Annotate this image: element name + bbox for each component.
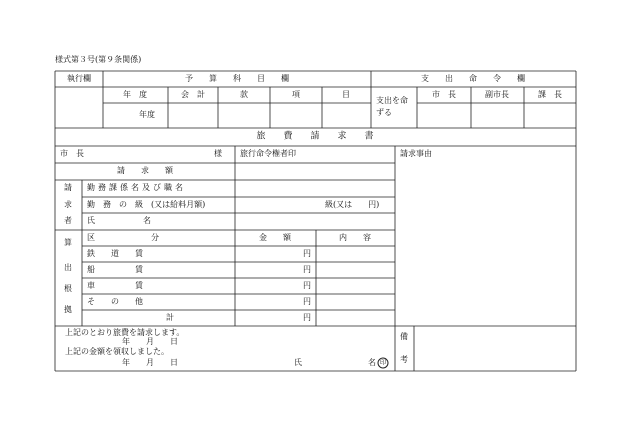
basis-group-char-3: 根 xyxy=(64,284,72,293)
remarks-char-1: 備 xyxy=(400,332,408,341)
receipt-statement: 上記の金額を領収しました。 xyxy=(65,347,169,356)
given-name-label: 名 xyxy=(368,358,376,367)
payment-section-label: 支 出 命 令 欄 xyxy=(421,74,525,83)
receipt-date: 年 月 日 xyxy=(122,358,178,367)
basis-row-label: 鉄 道 賃 xyxy=(87,249,143,258)
basis-row-unit: 円 xyxy=(303,297,311,306)
year-suffix: 年度 xyxy=(139,110,155,119)
payment-order-label: 支出を命ずる xyxy=(376,96,408,117)
claimant-group-char-2: 求 xyxy=(64,200,72,209)
moku-column-label: 目 xyxy=(342,90,350,99)
form-title: 旅 費 請 求 書 xyxy=(256,131,374,142)
claimant-name-label: 氏 名 xyxy=(87,216,151,225)
kou-column-label: 項 xyxy=(292,90,300,99)
claim-statement: 上記のとおり旅費を請求します。 xyxy=(65,328,185,337)
basis-row-label: そ の 他 xyxy=(87,297,143,306)
account-column-label: 会 計 xyxy=(181,90,205,99)
sama-honorific: 様 xyxy=(214,149,222,158)
basis-row-label: 車 賃 xyxy=(87,281,143,290)
kan-column-label: 款 xyxy=(240,90,248,99)
grade-label: 勤 務 の 級 (又は給料月額) xyxy=(87,200,206,209)
basis-row-unit: 円 xyxy=(303,281,311,290)
year-column-label: 年 度 xyxy=(123,90,147,99)
claimant-group-char-1: 請 xyxy=(64,183,72,192)
mayor-addressee: 市 長 xyxy=(60,149,84,158)
basis-group-char-2: 出 xyxy=(64,263,72,272)
form-number: 様式第３号(第９条関係) xyxy=(55,55,142,64)
basis-row-unit: 円 xyxy=(303,249,311,258)
basis-total-label: 計 xyxy=(166,313,174,322)
request-amount-label: 請 求 額 xyxy=(117,166,173,175)
issuer-seal-label: 旅行命令権者印 xyxy=(240,149,296,158)
surname-label: 氏 xyxy=(294,358,302,367)
claimant-group-char-3: 者 xyxy=(64,216,72,225)
budget-section-label: 予 算 科 目 欄 xyxy=(185,74,289,83)
basis-row-label: 船 賃 xyxy=(87,265,143,274)
seal-mark: 印 xyxy=(378,358,389,369)
mayor-seal-label: 市 長 xyxy=(432,90,456,99)
remarks-char-2: 考 xyxy=(400,355,408,364)
basis-amount-header: 金 額 xyxy=(259,233,291,242)
exec-column-label: 執行欄 xyxy=(67,74,91,83)
deputy-mayor-seal-label: 副市長 xyxy=(485,90,509,99)
basis-row-unit: 円 xyxy=(303,265,311,274)
request-reason-label: 請求事由 xyxy=(400,149,432,158)
affiliation-label: 勤務課係名及び職名 xyxy=(87,183,186,192)
basis-group-char-4: 拠 xyxy=(64,305,72,314)
section-chief-seal-label: 課 長 xyxy=(538,90,562,99)
grade-unit-label: 級(又は 円) xyxy=(325,200,380,209)
basis-details-header: 内 容 xyxy=(339,233,371,242)
claim-date: 年 月 日 xyxy=(122,337,178,346)
basis-category-header: 区 分 xyxy=(87,233,159,242)
basis-total-unit: 円 xyxy=(303,313,311,322)
basis-group-char-1: 算 xyxy=(64,238,72,247)
